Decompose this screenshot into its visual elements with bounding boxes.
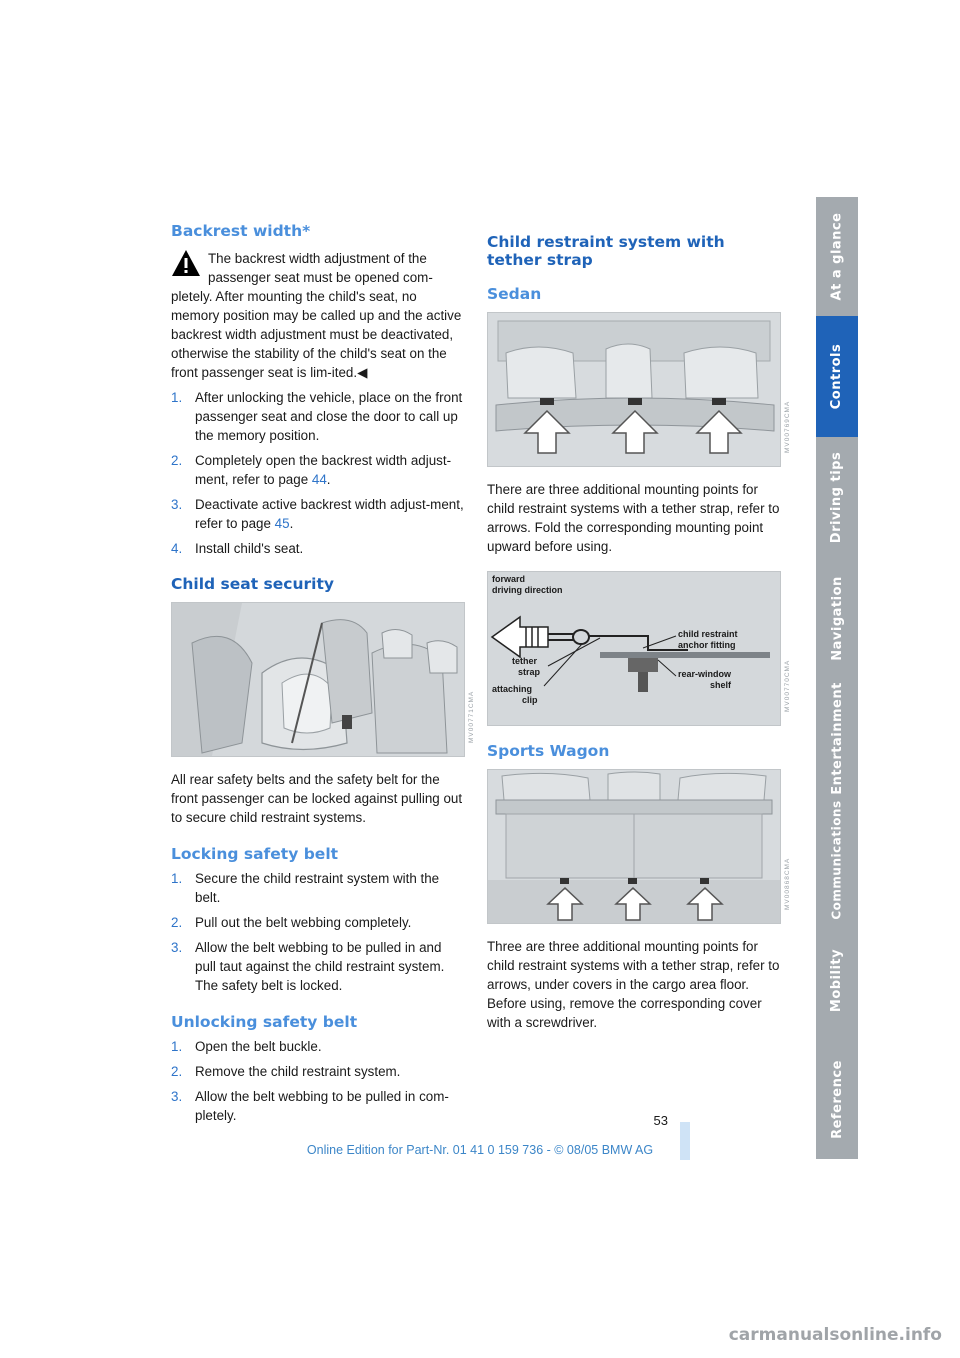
child-seat-illustration	[171, 602, 475, 757]
wagon-drawing	[488, 770, 780, 923]
page-link-44[interactable]: 44	[311, 472, 327, 487]
label-clip: clip	[522, 695, 538, 705]
list-item: 3. Allow the belt webbing to be pulled in and pull taut against the child restraint system. The safety belt is locked.	[171, 940, 445, 993]
heading-unlocking-safety-belt: Unlocking safety belt	[171, 1013, 358, 1031]
label-driving-direction: driving direction	[492, 585, 563, 595]
label-tether: tether	[512, 656, 538, 666]
tab-controls[interactable]: Controls	[816, 316, 858, 439]
warning-block	[171, 249, 465, 382]
list-item: 2. Remove the child restraint system.	[171, 1064, 401, 1079]
end-mark-icon: ◀	[357, 365, 368, 380]
tab-entertainment[interactable]: Entertainment	[816, 678, 858, 801]
tab-communications[interactable]: Communications	[816, 799, 858, 922]
label-shelf: shelf	[710, 680, 732, 690]
figure-code: MV00769CMA	[784, 400, 791, 453]
label-child-restraint: child restraint	[678, 629, 738, 639]
tab-mobility[interactable]: Mobility	[816, 920, 858, 1042]
list-item: 3. Deactivate active backrest width adjust-ment, refer to page 45.	[171, 497, 464, 531]
tab-at-a-glance[interactable]: At a glance	[816, 197, 858, 318]
label-rear-window: rear-window	[678, 669, 732, 679]
wagon-illustration	[487, 769, 791, 924]
list-item: 2. Completely open the backrest width adjust-ment, refer to page 44.	[171, 453, 452, 487]
backrest-steps	[171, 388, 465, 558]
list-item: 4. Install child's seat.	[171, 541, 304, 556]
label-anchor-fitting: anchor fitting	[678, 640, 736, 650]
locking-steps	[171, 869, 465, 995]
list-item: 1. Open the belt buckle.	[171, 1039, 322, 1054]
figure-code: MV00771CMA	[468, 690, 475, 743]
heading-backrest-width: Backrest width*	[171, 222, 311, 240]
tab-reference[interactable]: Reference	[816, 1040, 858, 1161]
child-seat-paragraph: All rear safety belts and the safety belt for the front passenger can be locked against pulling out to secure child restraint systems.	[171, 772, 463, 825]
warning-triangle-icon	[171, 249, 201, 277]
label-strap: strap	[518, 667, 541, 677]
sedan-illustration	[487, 312, 791, 467]
page-link-45[interactable]: 45	[274, 516, 290, 531]
warning-line-2: passenger seat must be opened com-	[208, 270, 433, 285]
list-item: 3. Allow the belt webbing to be pulled in com-pletely.	[171, 1089, 449, 1123]
tab-navigation[interactable]: Navigation	[816, 558, 858, 680]
heading-sedan: Sedan	[487, 285, 542, 303]
tether-strap-diagram	[487, 571, 791, 726]
page-number: 53	[653, 1113, 668, 1128]
unlocking-steps	[171, 1037, 465, 1125]
list-item: 2. Pull out the belt webbing completely.	[171, 915, 412, 930]
left-column	[171, 222, 475, 1125]
heading-locking-safety-belt: Locking safety belt	[171, 845, 339, 863]
figure-code: MV00868CMA	[784, 857, 791, 910]
sedan-drawing	[488, 313, 780, 466]
label-attaching: attaching	[492, 684, 533, 694]
footer-edition: Online Edition for Part-Nr. 01 41 0 159 736 - © 08/05 BMW AG	[306, 1143, 654, 1157]
heading-tether-strap: Child restraint system with tether strap	[487, 233, 725, 269]
wagon-paragraph: Three are three additional mounting points for child restraint systems with a tether strap, refer to arrows, under covers in the cargo area floor. Before using, remove the corresponding cover with a screwdriver.	[487, 939, 780, 1030]
child-seat-drawing	[172, 603, 464, 756]
list-item: 1. Secure the child restraint system with the belt.	[171, 871, 440, 905]
watermark: carmanualsonline.info	[728, 1325, 942, 1345]
warning-line-1: The backrest width adjustment of the	[208, 251, 427, 266]
right-column	[487, 233, 791, 1032]
label-forward: forward	[492, 574, 526, 584]
sedan-paragraph: There are three additional mounting points for child restraint systems with a tether strap, refer to arrows. Fold the corresponding mounting point upward before using.	[487, 482, 780, 554]
figure-code: MV00770CMA	[784, 659, 791, 712]
warning-text: pletely. After mounting the child's seat, no memory position may be called up and the active backrest width adjustment must be deactivated, otherwise the stability of the child's seat on the front passenger seat is lim-ited.◀	[171, 289, 462, 380]
chapter-tabs	[816, 197, 858, 1159]
list-item: 1. After unlocking the vehicle, place on the front passenger seat and close the door to call up the memory position.	[171, 390, 463, 443]
heading-sports-wagon: Sports Wagon	[487, 742, 610, 760]
tab-driving-tips[interactable]: Driving tips	[816, 437, 858, 560]
heading-child-seat-security: Child seat security	[171, 575, 334, 593]
